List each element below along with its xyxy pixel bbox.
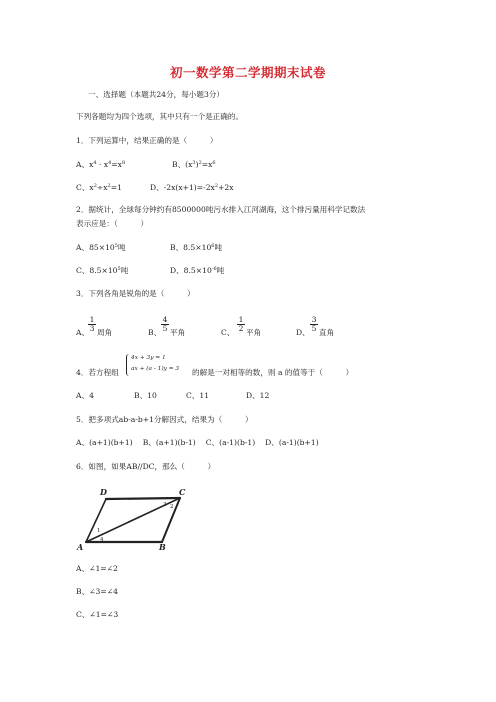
q6-stem: 6．如图，如果AB//DC，那么（ ） (76, 462, 216, 471)
q1-option-c: C、$x^2\div x^2=1$ (76, 183, 122, 192)
side-ad (86, 499, 106, 542)
vertex-label-b: B (159, 542, 166, 552)
q4-option-d: D、12 (246, 391, 270, 400)
equation-brace (126, 354, 130, 376)
q6-option-a: A、∠1=∠2 (76, 564, 118, 573)
q1-option-d: D、$-2x(x+1)=-2x^2+2x$ (150, 183, 234, 192)
section-heading: 一、选择题（本题共24分，每小题3分） (88, 90, 224, 99)
angle-label-4: 4 (100, 537, 104, 543)
q4-stem-post: 的解是一对相等的数，则 a 的值等于（ ） (192, 368, 354, 377)
q5-options: A、(a+1)(b+1) B、(a+1)(b-1) C、(a-1)(b-1) D、(a-1)(b+1) (76, 438, 319, 447)
angle-label-2: 2 (170, 504, 174, 510)
side-dc (106, 498, 180, 499)
fraction: $\frac{1}{3}$ (89, 315, 95, 333)
vertex-label-c: C (179, 487, 186, 497)
q2-option-a: A、$85\times 10^5$吨 (76, 243, 126, 252)
angle-label-1: 1 (97, 528, 101, 534)
section-intro: 下列各题均为四个选项，其中只有一个是正确的。 (76, 112, 244, 121)
q4-equation-1: 4x + 3y = 1 (131, 355, 166, 361)
fraction: $\frac{1}{2}$ (238, 315, 244, 333)
q2-option-c: C、$8.5\times 10^5$吨 (76, 266, 129, 275)
vertex-label-d: D (100, 487, 107, 497)
q3-stem: 3．下列各角是锐角的是（ ） (76, 289, 195, 298)
q2-stem-line2: 表示应是：（ ） (76, 219, 149, 228)
exam-title: 初一数学第二学期期末试卷 (169, 65, 326, 80)
vertex-label-a: A (77, 542, 84, 552)
q6-option-b: B、∠3=∠4 (76, 587, 118, 596)
q4-option-c: C、11 (186, 391, 210, 400)
q4-equation-2: ax + (a - 1)y = 3 (131, 366, 180, 372)
q5-stem: 5．把多项式ab-a-b+1分解因式，结果为（ ） (76, 415, 253, 424)
q2-option-b: B、$8.5\times 10^6$吨 (170, 243, 223, 252)
q2-stem-line1: 2．据统计，全球每分钟约有8500000吨污水排入江河湖海，这个排污量用科学记数法 (76, 205, 366, 214)
angle-label-3: 3 (163, 502, 167, 508)
q1-stem: 1．下列运算中，结果正确的是（ ） (76, 136, 218, 145)
fraction: $\frac{4}{5}$ (162, 315, 168, 333)
q4-option-b: B、10 (134, 391, 157, 400)
q1-option-a: A、$x^4 \cdot x^4=x^8$ (76, 160, 126, 169)
q1-option-b: B、$(x^3)^2=x^6$ (172, 160, 216, 169)
q2-option-d: D、$8.5\times 10^{-6}$吨 (170, 266, 225, 275)
q4-option-a: A、4 (76, 391, 94, 400)
fraction: $\frac{3}{5}$ (311, 315, 317, 333)
q4-stem-pre: 4．若方程组 (76, 368, 119, 377)
q6-option-c: C、∠1=∠3 (76, 610, 119, 619)
parallelogram-figure (76, 484, 198, 552)
